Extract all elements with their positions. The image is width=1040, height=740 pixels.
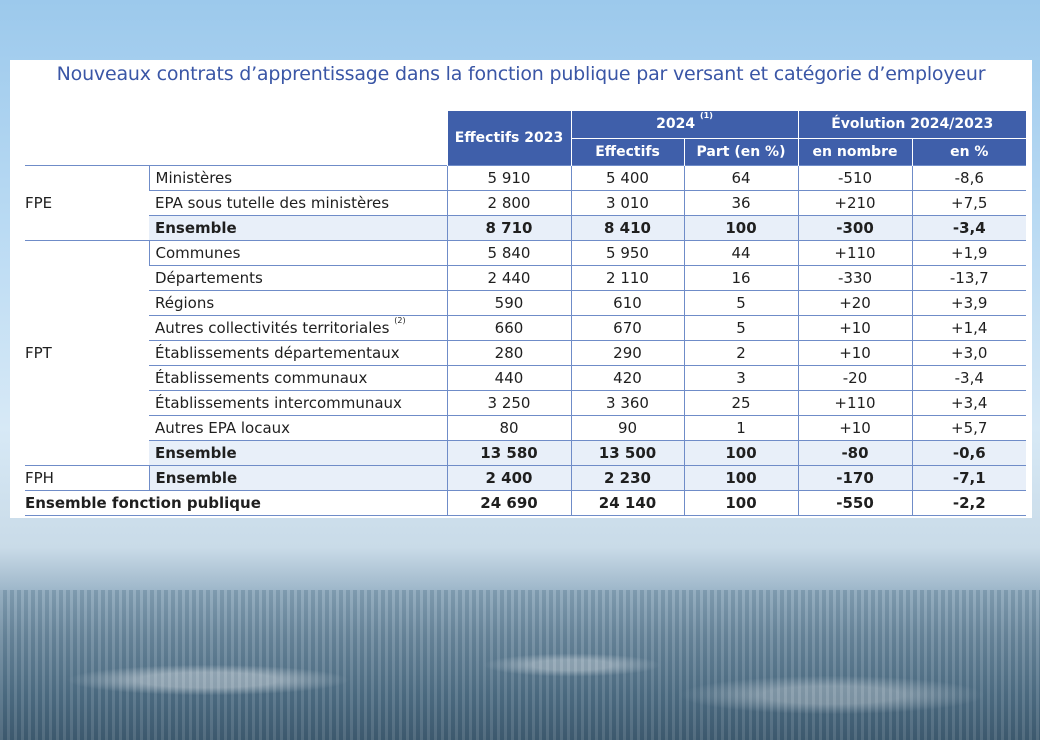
- cell-eff2024: 5 950: [571, 241, 684, 266]
- row-label: Établissements départementaux: [149, 341, 447, 366]
- cell-part: 2: [684, 341, 798, 366]
- cell-evo-nombre: -170: [798, 466, 912, 491]
- cell-eff2024: 2 230: [571, 466, 684, 491]
- table-row: [25, 341, 1026, 366]
- cell-part: 100: [684, 441, 798, 466]
- row-label: Départements: [149, 266, 447, 291]
- cell-eff2023: 2 400: [447, 466, 571, 491]
- cell-eff2023: 24 690: [447, 491, 571, 516]
- row-label: Établissements intercommunaux: [149, 391, 447, 416]
- group-label-fpe: FPE: [25, 166, 149, 241]
- cell-eff2023: 5 840: [447, 241, 571, 266]
- table-row-subtotal: [25, 216, 1026, 241]
- cell-eff2024: 2 110: [571, 266, 684, 291]
- cell-evo-pct: -8,6: [912, 166, 1026, 191]
- cell-part: 100: [684, 216, 798, 241]
- cell-evo-pct: +3,9: [912, 291, 1026, 316]
- cell-evo-nombre: -80: [798, 441, 912, 466]
- row-label: Autres collectivités territoriales: [155, 319, 390, 337]
- cell-eff2023: 80: [447, 416, 571, 441]
- cell-eff2024: 290: [571, 341, 684, 366]
- cell-evo-nombre: -510: [798, 166, 912, 191]
- cell-eff2024: 670: [571, 316, 684, 341]
- cell-part: 16: [684, 266, 798, 291]
- cell-part: 5: [684, 291, 798, 316]
- header-en-pct: en %: [912, 139, 1026, 166]
- cell-part: 64: [684, 166, 798, 191]
- cell-eff2023: 280: [447, 341, 571, 366]
- cell-evo-pct: +1,4: [912, 316, 1026, 341]
- cell-eff2023: 660: [447, 316, 571, 341]
- header-2024-label: 2024: [656, 116, 696, 132]
- cell-eff2023: 2 800: [447, 191, 571, 216]
- cell-eff2024: 8 410: [571, 216, 684, 241]
- cell-evo-pct: +5,7: [912, 416, 1026, 441]
- header-en-nombre: en nombre: [798, 139, 912, 166]
- cell-eff2024: 5 400: [571, 166, 684, 191]
- table-panel: [10, 60, 1032, 518]
- table-row-subtotal: [25, 466, 1026, 491]
- cell-eff2024: 13 500: [571, 441, 684, 466]
- cell-eff2023: 13 580: [447, 441, 571, 466]
- cell-evo-nombre: +110: [798, 241, 912, 266]
- cell-evo-pct: -3,4: [912, 366, 1026, 391]
- table-row: [25, 316, 1026, 341]
- table-row: [25, 191, 1026, 216]
- header-evolution: Évolution 2024/2023: [798, 111, 1026, 139]
- cell-evo-nombre: +20: [798, 291, 912, 316]
- row-label: Régions: [149, 291, 447, 316]
- row-label-cell: [149, 316, 447, 341]
- table-row: [25, 366, 1026, 391]
- header-blank: [25, 111, 447, 166]
- cell-eff2023: 5 910: [447, 166, 571, 191]
- header-part: Part (en %): [684, 139, 798, 166]
- row-label: EPA sous tutelle des ministères: [149, 191, 447, 216]
- table-row: [25, 241, 1026, 266]
- table-row-grand-total: [25, 491, 1026, 516]
- cell-evo-pct: +1,9: [912, 241, 1026, 266]
- table-row: [25, 416, 1026, 441]
- row-footnote: (2): [394, 316, 406, 325]
- header-effectifs: Effectifs: [571, 139, 684, 166]
- cell-evo-nombre: -300: [798, 216, 912, 241]
- cell-evo-nombre: +10: [798, 316, 912, 341]
- cell-eff2024: 3 010: [571, 191, 684, 216]
- cell-eff2023: 8 710: [447, 216, 571, 241]
- table-row-subtotal: [25, 441, 1026, 466]
- table-title: Nouveaux contrats d’apprentissage dans la fonction publique par versant et catégorie d’employeur: [56, 63, 986, 85]
- cell-evo-pct: -2,2: [912, 491, 1026, 516]
- cell-evo-pct: -13,7: [912, 266, 1026, 291]
- background-landscape-photo: [0, 590, 1040, 740]
- table-row: [25, 266, 1026, 291]
- row-label: Établissements communaux: [149, 366, 447, 391]
- row-label: Autres EPA locaux: [149, 416, 447, 441]
- apprenticeship-table: [25, 111, 1026, 516]
- row-label: Ensemble: [149, 441, 447, 466]
- row-label: Ensemble: [149, 216, 447, 241]
- header-effectifs-2023: Effectifs 2023: [447, 111, 571, 166]
- header-2024-footnote: (1): [699, 111, 713, 120]
- table-row: [25, 291, 1026, 316]
- cell-evo-pct: -7,1: [912, 466, 1026, 491]
- cell-part: 44: [684, 241, 798, 266]
- cell-evo-pct: +3,0: [912, 341, 1026, 366]
- cell-evo-nombre: +210: [798, 191, 912, 216]
- header-2024: [571, 111, 798, 139]
- cell-part: 36: [684, 191, 798, 216]
- cell-evo-nombre: -20: [798, 366, 912, 391]
- cell-eff2024: 3 360: [571, 391, 684, 416]
- cell-part: 1: [684, 416, 798, 441]
- cell-evo-nombre: +10: [798, 416, 912, 441]
- cell-evo-pct: -3,4: [912, 216, 1026, 241]
- cell-eff2023: 440: [447, 366, 571, 391]
- cell-evo-pct: +7,5: [912, 191, 1026, 216]
- cell-evo-pct: +3,4: [912, 391, 1026, 416]
- cell-part: 25: [684, 391, 798, 416]
- cell-part: 3: [684, 366, 798, 391]
- cell-eff2024: 24 140: [571, 491, 684, 516]
- cell-eff2024: 610: [571, 291, 684, 316]
- cell-evo-nombre: +10: [798, 341, 912, 366]
- cell-eff2023: 2 440: [447, 266, 571, 291]
- cell-eff2023: 3 250: [447, 391, 571, 416]
- cell-eff2024: 420: [571, 366, 684, 391]
- cell-eff2024: 90: [571, 416, 684, 441]
- cell-part: 100: [684, 491, 798, 516]
- header-row-1: [25, 111, 1026, 139]
- group-label-fph: FPH: [25, 466, 149, 491]
- group-label-fpt: FPT: [25, 241, 149, 466]
- table-row: [25, 166, 1026, 191]
- row-label: Communes: [149, 241, 447, 266]
- cell-part: 5: [684, 316, 798, 341]
- row-label: Ensemble fonction publique: [25, 491, 447, 516]
- table-row: [25, 391, 1026, 416]
- cell-eff2023: 590: [447, 291, 571, 316]
- cell-part: 100: [684, 466, 798, 491]
- row-label: Ministères: [149, 166, 447, 191]
- cell-evo-pct: -0,6: [912, 441, 1026, 466]
- cell-evo-nombre: +110: [798, 391, 912, 416]
- cell-evo-nombre: -550: [798, 491, 912, 516]
- row-label: Ensemble: [149, 466, 447, 491]
- cell-evo-nombre: -330: [798, 266, 912, 291]
